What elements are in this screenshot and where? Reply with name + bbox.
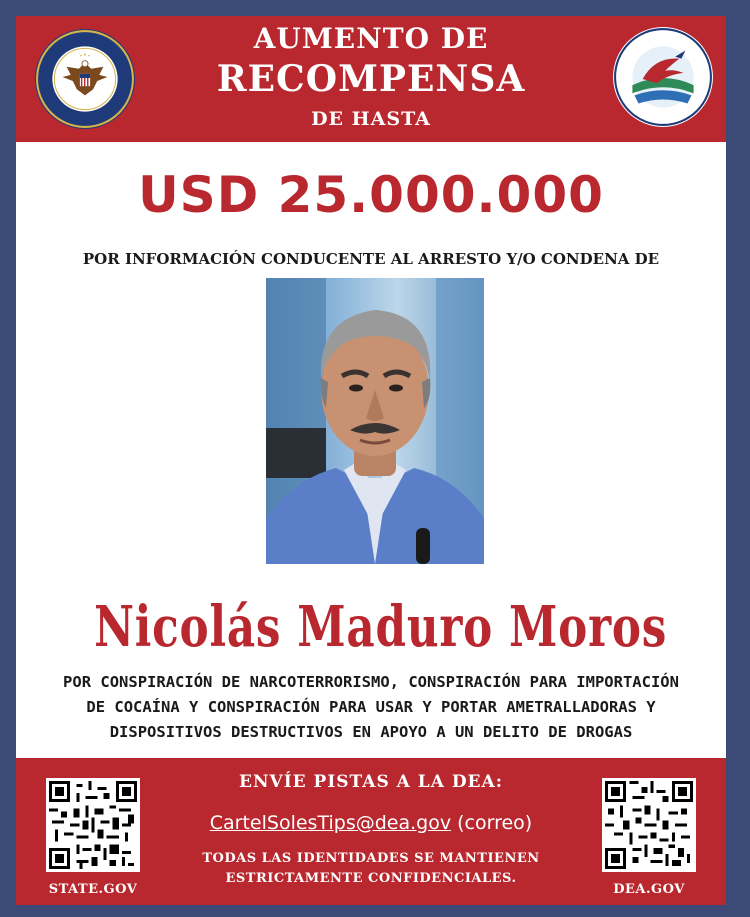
confidential-note — [136, 849, 606, 889]
header-line-3: DE HASTA — [311, 108, 431, 130]
charges-text — [26, 670, 716, 745]
state-qr-code-icon[interactable] — [46, 778, 140, 872]
tips-email-link[interactable]: CartelSolesTips@dea.gov — [209, 812, 452, 834]
subject-photo — [266, 278, 484, 564]
reward-info: POR INFORMACIÓN CONDUCENTE AL ARRESTO Y/O CONDENA DE — [82, 250, 660, 268]
confidential-line-2: ESTRICTAMENTE CONFIDENCIALES. — [225, 871, 517, 886]
dea-qr-code-icon[interactable] — [602, 778, 696, 872]
charges-line-2: DE COCAÍNA Y CONSPIRACIÓN PARA USAR Y PORTAR AMETRALLADORAS Y — [86, 698, 656, 716]
header-line-1: AUMENTO DE — [253, 22, 489, 55]
charges-line-1: POR CONSPIRACIÓN DE NARCOTERRORISMO, CONSPIRACIÓN PARA IMPORTACIÓN — [63, 673, 679, 691]
dea-gov-caption: DEA.GOV — [613, 882, 685, 897]
state-gov-caption: STATE.GOV — [48, 882, 138, 897]
reward-amount: USD 25.000.000 — [138, 166, 604, 224]
email-suffix: (correo) — [457, 812, 533, 834]
confidential-line-1: TODAS LAS IDENTIDADES SE MANTIENEN — [202, 851, 540, 866]
state-department-seal-icon — [34, 28, 136, 130]
subject-name: Nicolás Maduro Moros — [94, 594, 668, 660]
poster-body — [16, 16, 726, 905]
email-line — [136, 812, 606, 834]
portrait-image — [266, 278, 484, 564]
dea-seal-icon — [612, 26, 714, 128]
tips-title: ENVÍE PISTAS A LA DEA: — [239, 772, 503, 792]
header-line-2: RECOMPENSA — [216, 58, 526, 100]
charges-line-3: DISPOSITIVOS DESTRUCTIVOS EN APOYO A UN DELITO DE DROGAS — [109, 723, 633, 741]
